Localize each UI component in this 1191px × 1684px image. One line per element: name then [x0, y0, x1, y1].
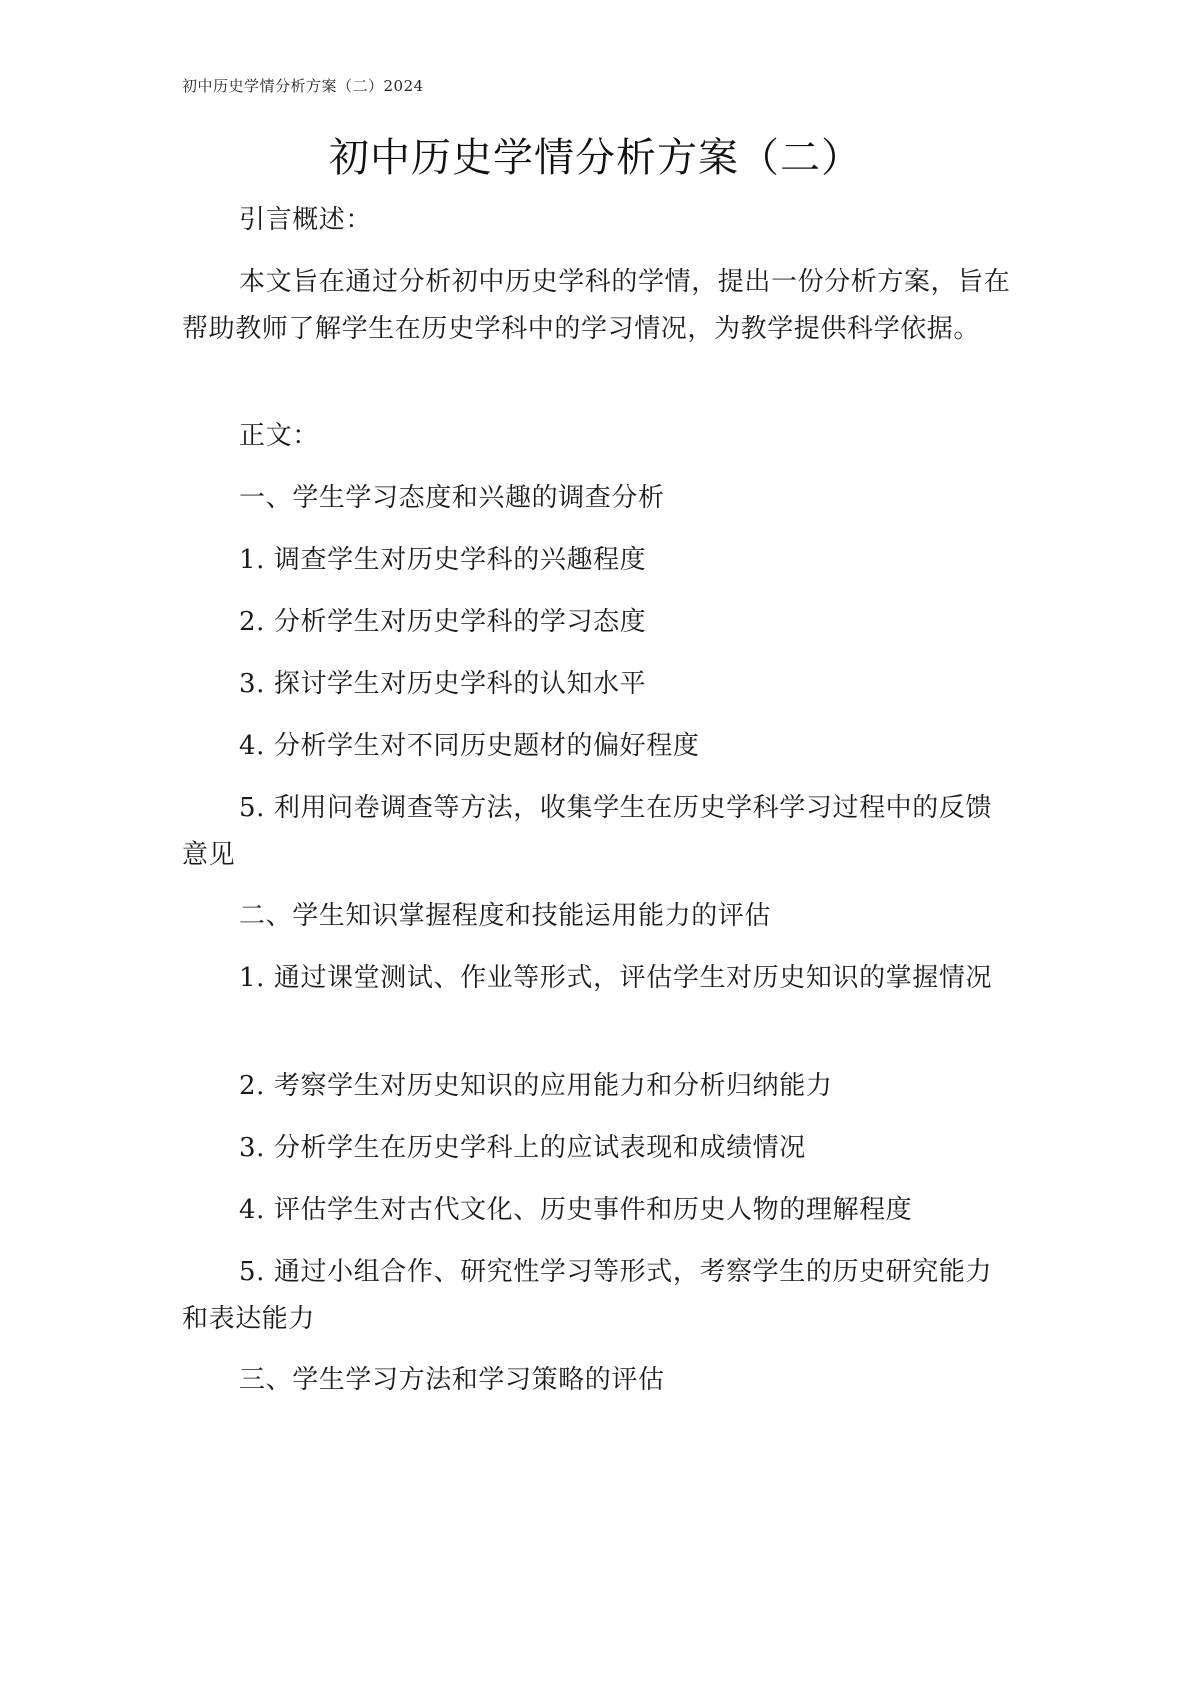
section-2-item: 1. 通过课堂测试、作业等形式，评估学生对历史知识的掌握情况	[239, 963, 993, 993]
section-2-item: 2. 考察学生对历史知识的应用能力和分析归纳能力	[239, 1071, 833, 1101]
body-heading: 正文：	[239, 421, 319, 451]
section-2-item: 4. 评估学生对古代文化、历史事件和历史人物的理解程度	[239, 1195, 913, 1225]
section-3-heading: 三、学生学习方法和学习策略的评估	[239, 1365, 665, 1395]
section-2-item: 5. 通过小组合作、研究性学习等形式，考察学生的历史研究能力和表达能力	[182, 1257, 993, 1334]
running-header: 初中历史学情分析方案（二）2024	[182, 77, 424, 95]
intro-heading: 引言概述：	[239, 205, 373, 235]
section-1-item: 1. 调查学生对历史学科的兴趣程度	[239, 545, 647, 575]
document-title: 初中历史学情分析方案（二）	[329, 135, 862, 181]
section-2-item: 3. 分析学生在历史学科上的应试表现和成绩情况	[239, 1133, 806, 1163]
section-1-item: 4. 分析学生对不同历史题材的偏好程度	[239, 731, 700, 761]
intro-paragraph: 本文旨在通过分析初中历史学科的学情，提出一份分析方案，旨在帮助教师了解学生在历史学科中的学习情况，为教学提供科学依据。	[182, 267, 1011, 344]
section-2-heading: 二、学生知识掌握程度和技能运用能力的评估	[239, 901, 772, 931]
section-1-item: 5. 利用问卷调查等方法，收集学生在历史学科学习过程中的反馈意见	[182, 793, 993, 870]
section-1-item: 2. 分析学生对历史学科的学习态度	[239, 607, 647, 637]
section-1-item: 3. 探讨学生对历史学科的认知水平	[239, 669, 647, 699]
section-1-heading: 一、学生学习态度和兴趣的调查分析	[239, 483, 665, 513]
